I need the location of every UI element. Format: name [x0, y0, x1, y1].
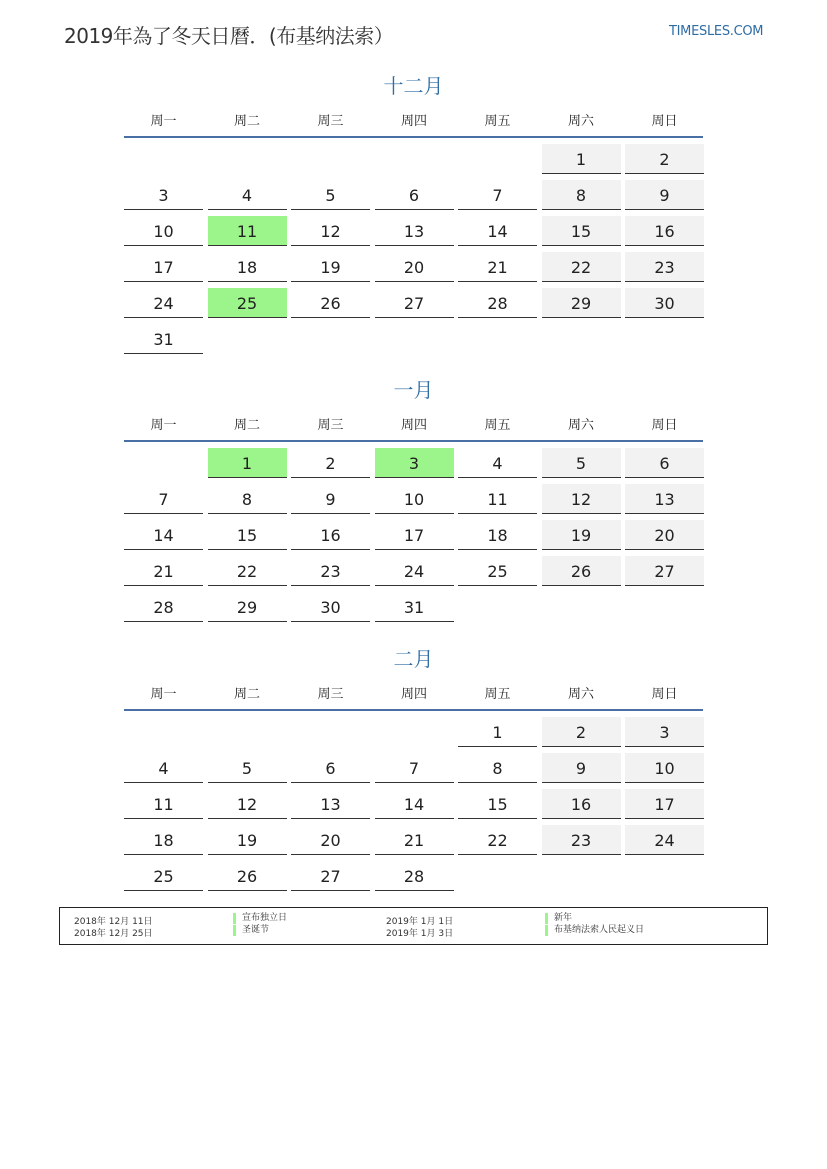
weekday-header: 周三 — [317, 418, 344, 433]
day-cell: 20 — [375, 252, 454, 282]
weekday-header: 周日 — [651, 687, 678, 702]
day-cell: 6 — [625, 448, 704, 478]
day-cell: 6 — [375, 180, 454, 210]
day-cell: 27 — [375, 288, 454, 318]
day-cell: 19 — [542, 520, 621, 550]
day-cell: 14 — [124, 520, 203, 550]
day-cell: 18 — [124, 825, 203, 855]
weekday-divider — [124, 440, 703, 442]
day-cell: 11 — [458, 484, 537, 514]
day-cell: 21 — [458, 252, 537, 282]
day-cell: 7 — [124, 484, 203, 514]
day-cell: 25 — [458, 556, 537, 586]
weekday-header: 周五 — [484, 687, 511, 702]
day-cell: 7 — [458, 180, 537, 210]
day-cell: 1 — [542, 144, 621, 174]
day-cell: 22 — [208, 556, 287, 586]
weekday-header: 周日 — [651, 418, 678, 433]
day-cell: 2 — [542, 717, 621, 747]
day-cell: 30 — [291, 592, 370, 622]
day-cell: 23 — [625, 252, 704, 282]
month-title: 十二月 — [383, 74, 444, 98]
weekday-header: 周四 — [400, 114, 427, 129]
day-cell: 26 — [291, 288, 370, 318]
day-cell: 31 — [375, 592, 454, 622]
day-cell: 10 — [375, 484, 454, 514]
day-cell: 14 — [458, 216, 537, 246]
legend-date: 2018年 12月 11日 — [74, 917, 153, 927]
day-cell: 10 — [124, 216, 203, 246]
month-title: 一月 — [393, 378, 434, 402]
day-cell: 11 — [208, 216, 287, 246]
weekday-header: 周五 — [484, 418, 511, 433]
weekday-header: 周一 — [150, 114, 177, 129]
day-cell: 20 — [291, 825, 370, 855]
weekday-header: 周一 — [150, 418, 177, 433]
day-cell: 17 — [124, 252, 203, 282]
weekday-header: 周六 — [567, 687, 594, 702]
day-cell: 7 — [375, 753, 454, 783]
day-cell: 12 — [542, 484, 621, 514]
day-cell: 27 — [625, 556, 704, 586]
weekday-header: 周三 — [317, 687, 344, 702]
day-cell: 13 — [375, 216, 454, 246]
day-cell: 17 — [625, 789, 704, 819]
weekday-header: 周四 — [400, 418, 427, 433]
weekday-header: 周六 — [567, 114, 594, 129]
holiday-legend — [59, 907, 768, 945]
day-cell: 8 — [458, 753, 537, 783]
day-cell: 4 — [208, 180, 287, 210]
day-cell: 12 — [291, 216, 370, 246]
day-cell: 23 — [291, 556, 370, 586]
day-cell: 1 — [458, 717, 537, 747]
day-cell: 13 — [625, 484, 704, 514]
day-cell: 15 — [208, 520, 287, 550]
day-cell: 8 — [208, 484, 287, 514]
day-cell: 21 — [375, 825, 454, 855]
day-cell: 28 — [458, 288, 537, 318]
day-cell: 3 — [375, 448, 454, 478]
day-cell: 25 — [124, 861, 203, 891]
day-cell: 17 — [375, 520, 454, 550]
day-cell: 3 — [625, 717, 704, 747]
day-cell: 18 — [458, 520, 537, 550]
day-cell: 19 — [291, 252, 370, 282]
day-cell: 25 — [208, 288, 287, 318]
day-cell: 22 — [542, 252, 621, 282]
day-cell: 27 — [291, 861, 370, 891]
day-cell: 8 — [542, 180, 621, 210]
day-cell: 5 — [208, 753, 287, 783]
day-cell: 31 — [124, 324, 203, 354]
day-cell: 9 — [625, 180, 704, 210]
day-cell: 15 — [458, 789, 537, 819]
day-cell: 18 — [208, 252, 287, 282]
weekday-header: 周二 — [233, 418, 260, 433]
day-cell: 28 — [375, 861, 454, 891]
legend-holiday-name: 宣布独立日 — [233, 913, 287, 924]
weekday-header: 周日 — [651, 114, 678, 129]
day-cell: 12 — [208, 789, 287, 819]
legend-holiday-name: 新年 — [545, 913, 572, 924]
day-cell: 4 — [458, 448, 537, 478]
day-cell: 19 — [208, 825, 287, 855]
day-cell: 5 — [542, 448, 621, 478]
day-cell: 30 — [625, 288, 704, 318]
day-cell: 9 — [542, 753, 621, 783]
day-cell: 16 — [291, 520, 370, 550]
day-cell: 14 — [375, 789, 454, 819]
day-cell: 16 — [625, 216, 704, 246]
day-cell: 29 — [208, 592, 287, 622]
day-cell: 10 — [625, 753, 704, 783]
day-cell: 23 — [542, 825, 621, 855]
legend-holiday-name: 圣诞节 — [233, 925, 269, 936]
day-cell: 13 — [291, 789, 370, 819]
page-title: 2019年為了冬天日曆．(布基纳法索） — [64, 24, 394, 48]
day-cell: 5 — [291, 180, 370, 210]
day-cell: 2 — [625, 144, 704, 174]
weekday-header: 周二 — [233, 687, 260, 702]
site-link[interactable]: TIMESLES.COM — [669, 24, 764, 39]
day-cell: 26 — [208, 861, 287, 891]
day-cell: 24 — [124, 288, 203, 318]
day-cell: 24 — [625, 825, 704, 855]
day-cell: 11 — [124, 789, 203, 819]
day-cell: 24 — [375, 556, 454, 586]
day-cell: 3 — [124, 180, 203, 210]
day-cell: 29 — [542, 288, 621, 318]
weekday-header: 周六 — [567, 418, 594, 433]
day-cell: 1 — [208, 448, 287, 478]
day-cell: 22 — [458, 825, 537, 855]
weekday-divider — [124, 136, 703, 138]
weekday-header: 周四 — [400, 687, 427, 702]
weekday-divider — [124, 709, 703, 711]
day-cell: 20 — [625, 520, 704, 550]
day-cell: 28 — [124, 592, 203, 622]
day-cell: 2 — [291, 448, 370, 478]
weekday-header: 周二 — [233, 114, 260, 129]
day-cell: 21 — [124, 556, 203, 586]
weekday-header: 周五 — [484, 114, 511, 129]
legend-date: 2019年 1月 1日 — [386, 917, 454, 927]
day-cell: 9 — [291, 484, 370, 514]
legend-date: 2019年 1月 3日 — [386, 929, 454, 939]
day-cell: 26 — [542, 556, 621, 586]
legend-date: 2018年 12月 25日 — [74, 929, 153, 939]
weekday-header: 周一 — [150, 687, 177, 702]
day-cell: 16 — [542, 789, 621, 819]
day-cell: 4 — [124, 753, 203, 783]
day-cell: 15 — [542, 216, 621, 246]
weekday-header: 周三 — [317, 114, 344, 129]
legend-holiday-name: 布基纳法索人民起义日 — [545, 925, 644, 936]
day-cell: 6 — [291, 753, 370, 783]
month-title: 二月 — [393, 647, 434, 671]
